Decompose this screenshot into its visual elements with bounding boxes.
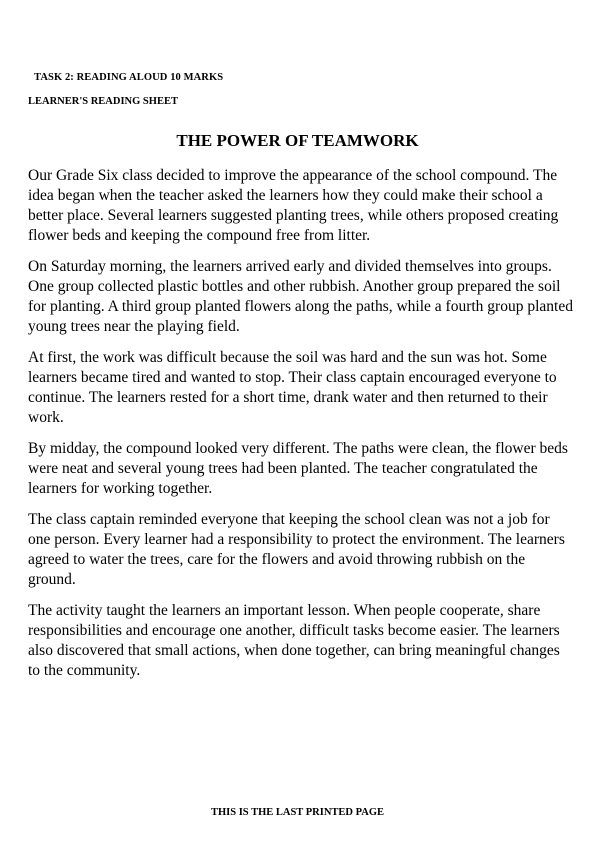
- passage-title: THE POWER OF TEAMWORK: [176, 131, 419, 150]
- paragraph-4: By midday, the compound looked very different. The paths were clean, the flower beds were neat and several young trees had been planted. The teacher congratulated the learners for working together.: [28, 440, 568, 497]
- paragraph-1: Our Grade Six class decided to improve the appearance of the school compound. The idea began when the teacher asked the learners how they could make their school a better place. Several learners suggested planting trees, while others proposed creating flower beds and keeping the compound free from litter.: [28, 167, 559, 244]
- passage-body: [28, 166, 573, 692]
- task-heading: TASK 2: READING ALOUD 10 MARKS: [34, 72, 224, 83]
- page-footer: THIS IS THE LAST PRINTED PAGE: [210, 807, 384, 818]
- sheet-heading: LEARNER'S READING SHEET: [28, 96, 178, 107]
- paragraph-2: On Saturday morning, the learners arrived early and divided themselves into groups. One group collected plastic bottles and other rubbish. Another group prepared the soil for planting. A third group planted flowers along the paths, while a fourth group planted young trees near the playing field.: [28, 258, 573, 335]
- paragraph-5: The class captain reminded everyone that keeping the school clean was not a job for one person. Every learner had a responsibility to protect the environment. The learners agreed to water the trees, care for the flowers and avoid throwing rubbish on the ground.: [28, 511, 565, 588]
- paragraph-3: At first, the work was difficult because the soil was hard and the sun was hot. Some learners became tired and wanted to stop. Their class captain encouraged everyone to continue. The learners rested for a short time, drank water and then returned to their work.: [28, 349, 557, 426]
- paragraph-6: The activity taught the learners an important lesson. When people cooperate, share responsibilities and encourage one another, difficult tasks become easier. The learners also discovered that small actions, when done together, can bring meaningful changes to the community.: [28, 602, 560, 679]
